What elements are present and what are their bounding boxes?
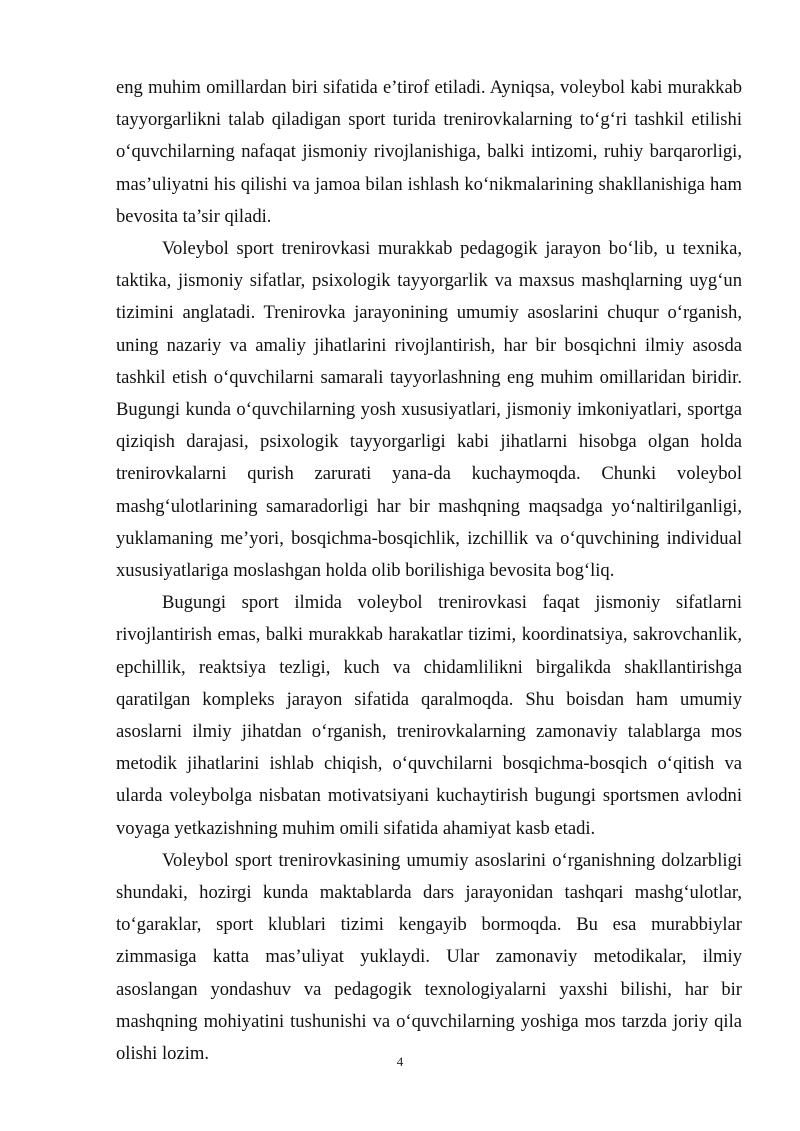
paragraph-4: Voleybol sport trenirovkasining umumiy asoslarini o‘rganishning dolzarbligi shundaki, hozirgi kunda maktablarda dars jarayonidan tashqari mashg‘ulotlar, to‘garaklar, sport klublari tizimi kengayib bormoqda. Bu esa murabbiylar zimmasiga katta mas’uliyat yuklaydi. Ular zamonaviy metodikalar, ilmiy asoslangan yondashuv va pedagogik texnologiyalarni yaxshi bilishi, har bir mashqning mohiyatini tushunishi va o‘quvchilarning yoshiga mos tarzda joriy qila olishi lozim. [116,849,742,1065]
page-number: 4 [396,1054,404,1069]
body-text [116,72,742,1070]
paragraph-3: Bugungi sport ilmida voleybol trenirovkasi faqat jismoniy sifatlarni rivojlantirish emas, balki murakkab harakatlar tizimi, koordinatsiya, sakrovchanlik, epchillik, reaktsiya tezligi, kuch va chidamlilikni birgalikda shakllantirishga qaratilgan kompleks jarayon sifatida qaralmoqda. Shu boisdan ham umumiy asoslarni ilmiy jihatdan o‘rganish, trenirovkalarning zamonaviy talablarga mos metodik jihatlarini ishlab chiqish, o‘quvchilarni bosqichma-bosqich o‘qitish va ularda voleybolga nisbatan motivatsiyani kuchaytirish bugungi sportsmen avlodni voyaga yetkazishning muhim omili sifatida ahamiyat kasb etadi. [116,592,742,839]
paragraph-2: Voleybol sport trenirovkasi murakkab pedagogik jarayon bo‘lib, u texnika, taktika, jismoniy sifatlar, psixologik tayyorgarlik va maxsus mashqlarning uyg‘un tizimini anglatadi. Trenirovka jarayonining umumiy asoslarini chuqur o‘rganish, uning nazariy va amaliy jihatlarini rivojlantirish, har bir bosqichni ilmiy asosda tashkil etish o‘quvchilarni samarali tayyorlashning eng muhim omillaridan biridir. Bugungi kunda o‘quvchilarning yosh xususiyatlari, jismoniy imkoniyatlari, sportga qiziqish darajasi, psixologik tayyorgarligi kabi jihatlarni hisobga olgan holda trenirovkalarni qurish zarurati yana-da kuchaymoqda. Chunki voleybol mashg‘ulotlarining samaradorligi har bir mashqning maqsadga yo‘naltirilganligi, yuklamaning me’yori, bosqichma-bosqichlik, izchillik va o‘quvchining individual xususiyatlariga moslashgan holda olib borilishiga bevosita bog‘liq. [116,238,742,582]
paragraph-1: eng muhim omillardan biri sifatida e’tirof etiladi. Ayniqsa, voleybol kabi murakkab tayyorgarlikni talab qiladigan sport turida trenirovkalarning to‘g‘ri tashkil etilishi o‘quvchilarning nafaqat jismoniy rivojlanishiga, balki intizomi, ruhiy barqarorligi, mas’uliyatni his qilishi va jamoa bilan ishlash ko‘nikmalarining shakllanishiga ham bevosita ta’sir qiladi. [116,77,742,227]
